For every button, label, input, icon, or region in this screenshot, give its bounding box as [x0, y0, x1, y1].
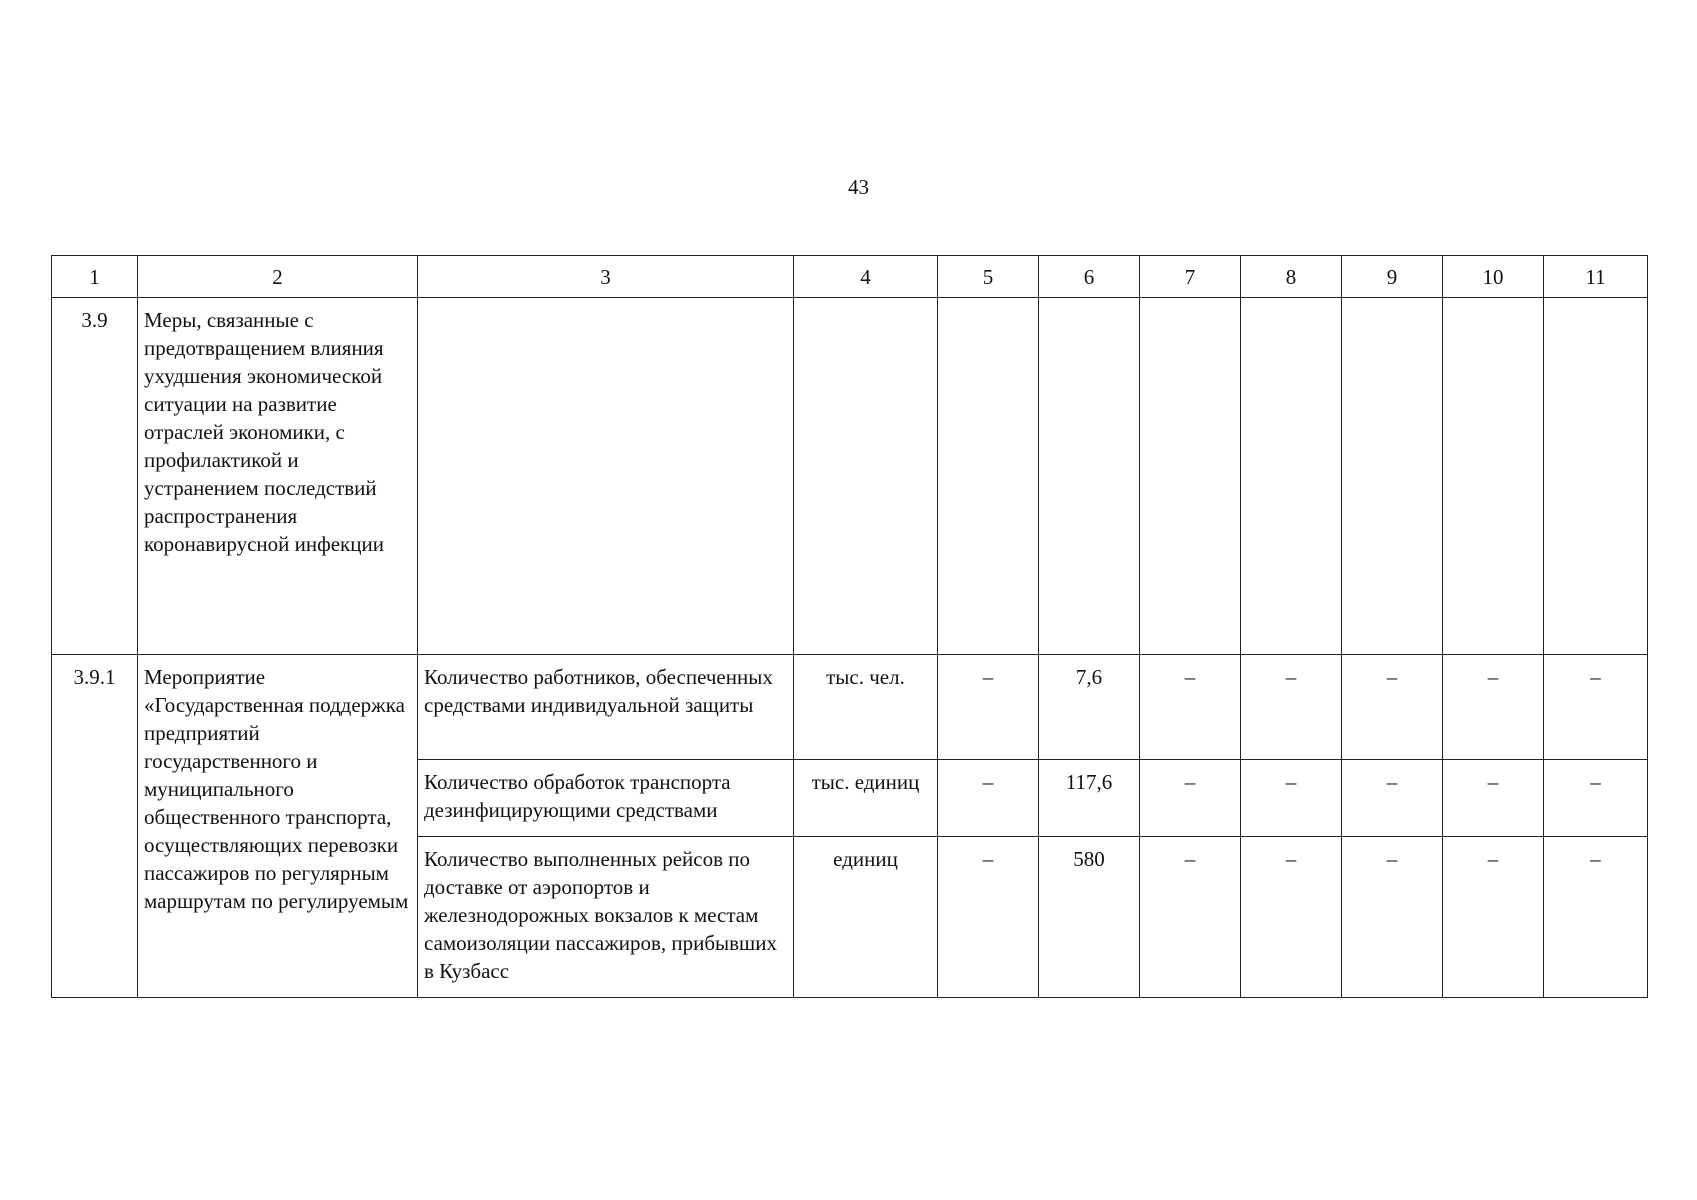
header-cell: 4	[794, 256, 938, 298]
value-cell: –	[938, 837, 1039, 998]
unit-cell: тыс. единиц	[794, 760, 938, 837]
empty-cell	[1544, 298, 1648, 655]
indicator-name: Количество выполненных рейсов по доставке от аэропортов и железнодорожных вокзалов к местам самоизоляции пассажиров, прибывших в Кузбасс	[418, 837, 794, 998]
table-row	[52, 298, 1648, 655]
value-cell: –	[1140, 655, 1241, 760]
value-cell: –	[1443, 837, 1544, 998]
header-cell: 10	[1443, 256, 1544, 298]
empty-cell	[794, 298, 938, 655]
value-cell: –	[1443, 655, 1544, 760]
value-cell: –	[1544, 760, 1648, 837]
value-cell: –	[938, 760, 1039, 837]
header-cell: 6	[1039, 256, 1140, 298]
header-cell: 5	[938, 256, 1039, 298]
table-row	[52, 655, 1648, 760]
value-cell: 580	[1039, 837, 1140, 998]
indicator-name: Количество работников, обеспеченных средствами индивидуальной защиты	[418, 655, 794, 760]
empty-cell	[1241, 298, 1342, 655]
value-cell: 117,6	[1039, 760, 1140, 837]
row-number: 3.9	[52, 298, 138, 655]
header-cell: 2	[138, 256, 418, 298]
value-cell: –	[1342, 655, 1443, 760]
header-cell: 9	[1342, 256, 1443, 298]
header-cell: 11	[1544, 256, 1648, 298]
measure-name: Мероприятие «Государственная поддержка предприятий государственного и муниципального общественного транспорта, осуществляющих перевозки пассажиров по регулярным маршрутам по регулируемым	[138, 655, 418, 998]
value-cell: –	[1342, 760, 1443, 837]
indicator-name: Количество обработок транспорта дезинфицирующими средствами	[418, 760, 794, 837]
row-number: 3.9.1	[52, 655, 138, 998]
value-cell: –	[1241, 655, 1342, 760]
page-number: 43	[848, 175, 869, 199]
value-cell: –	[1241, 837, 1342, 998]
value-cell: –	[1241, 760, 1342, 837]
value-cell: –	[1544, 655, 1648, 760]
header-cell: 7	[1140, 256, 1241, 298]
empty-cell	[1039, 298, 1140, 655]
unit-cell: единиц	[794, 837, 938, 998]
value-cell: –	[1544, 837, 1648, 998]
value-cell: –	[1443, 760, 1544, 837]
value-cell: –	[1140, 760, 1241, 837]
unit-cell: тыс. чел.	[794, 655, 938, 760]
header-cell: 3	[418, 256, 794, 298]
empty-cell	[938, 298, 1039, 655]
indicators-table	[51, 255, 1648, 998]
empty-cell	[418, 298, 794, 655]
value-cell: 7,6	[1039, 655, 1140, 760]
empty-cell	[1443, 298, 1544, 655]
value-cell: –	[1342, 837, 1443, 998]
header-cell: 8	[1241, 256, 1342, 298]
measure-name: Меры, связанные с предотвращением влияния ухудшения экономической ситуации на развитие отраслей экономики, с профилактикой и устранением последствий распространения коронавирусной инфекции	[138, 298, 418, 655]
value-cell: –	[938, 655, 1039, 760]
value-cell: –	[1140, 837, 1241, 998]
empty-cell	[1342, 298, 1443, 655]
header-cell: 1	[52, 256, 138, 298]
empty-cell	[1140, 298, 1241, 655]
table-header-row	[52, 256, 1648, 298]
